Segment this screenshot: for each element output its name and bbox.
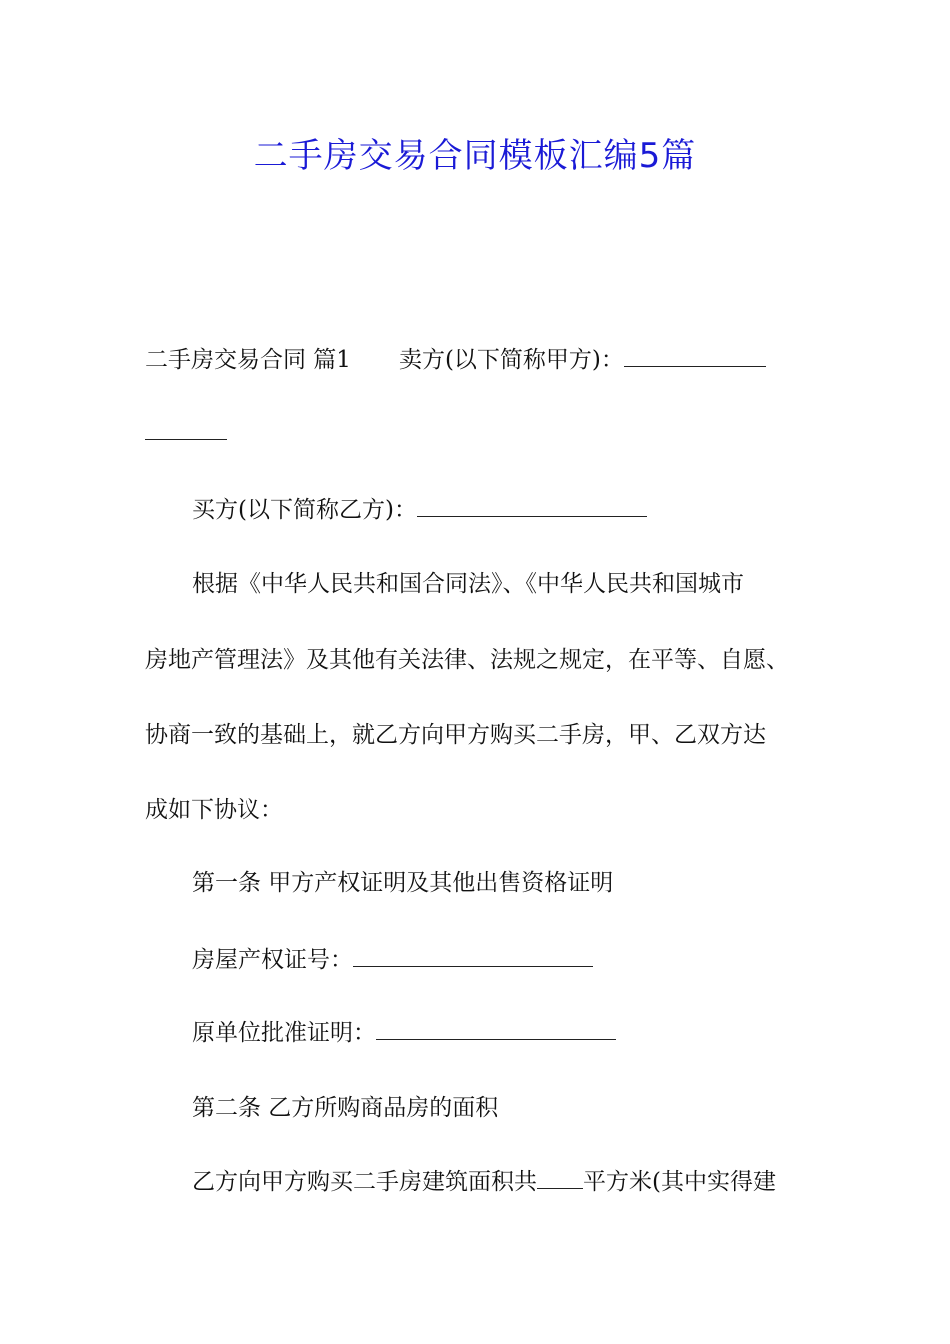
approval-cert-label: 原单位批准证明： (192, 1020, 376, 1046)
buyer-blank (417, 496, 647, 517)
document-title: 二手房交易合同模板汇编5篇 (253, 136, 697, 176)
preamble-line-1: 根据《中华人民共和国合同法》、《中华人民共和国城市 (192, 571, 744, 597)
property-cert-blank (353, 946, 593, 967)
seller-blank-continued (145, 418, 227, 448)
preamble-line-3: 协商一致的基础上，就乙方向甲方购买二手房，甲、乙双方达 (145, 722, 766, 748)
article2-heading: 第二条 乙方所购商品房的面积 (192, 1095, 499, 1121)
buyer-label: 买方(以下简称乙方)： (192, 497, 417, 523)
preamble-line-4: 成如下协议： (145, 797, 283, 823)
seller-line (145, 345, 766, 375)
seller-blank-cont (145, 419, 227, 440)
area-text-after: 平方米(其中实得建 (583, 1169, 776, 1195)
approval-cert-line (192, 1018, 616, 1048)
seller-label: 卖方(以下简称甲方)： (398, 347, 624, 373)
approval-cert-blank (376, 1019, 616, 1040)
property-cert-label: 房屋产权证号： (192, 947, 353, 973)
seller-blank (624, 346, 766, 367)
section-heading: 二手房交易合同 篇1 (145, 347, 351, 373)
preamble-line-2: 房地产管理法》及其他有关法律、法规之规定，在平等、自愿、 (145, 647, 789, 673)
area-line (192, 1167, 776, 1197)
property-cert-line (192, 945, 593, 975)
article1-heading: 第一条 甲方产权证明及其他出售资格证明 (192, 870, 614, 896)
area-text-before: 乙方向甲方购买二手房建筑面积共 (192, 1169, 537, 1195)
area-blank (537, 1168, 583, 1189)
buyer-line (192, 495, 647, 525)
